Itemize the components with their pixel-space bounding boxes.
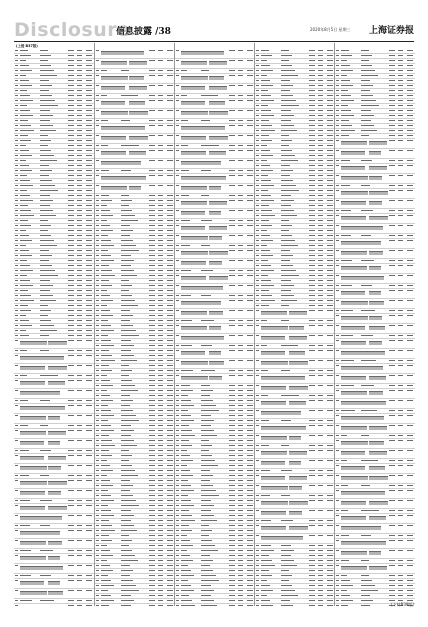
table-row bbox=[335, 499, 415, 509]
table-row bbox=[335, 224, 415, 234]
table-row bbox=[175, 309, 255, 319]
table-row bbox=[255, 434, 335, 444]
table-row bbox=[255, 509, 335, 519]
continued-marker: (下转B39版) bbox=[391, 602, 414, 607]
table-row bbox=[14, 504, 94, 514]
table-row bbox=[335, 264, 415, 274]
table-row bbox=[175, 334, 255, 344]
table-row bbox=[335, 164, 415, 174]
table-row bbox=[95, 159, 175, 169]
table-row bbox=[95, 84, 175, 94]
table-row bbox=[14, 404, 94, 414]
table-row bbox=[175, 149, 255, 159]
table-row bbox=[14, 414, 94, 424]
table-row bbox=[335, 289, 415, 299]
table-rows bbox=[255, 49, 335, 606]
table-rows bbox=[95, 49, 175, 606]
table-row bbox=[95, 124, 175, 134]
table-row bbox=[14, 564, 94, 574]
table-row bbox=[255, 524, 335, 534]
table-row bbox=[95, 59, 175, 69]
section-title: 信息披露 /38 bbox=[116, 27, 171, 37]
table-row bbox=[175, 59, 255, 69]
table-row bbox=[175, 134, 255, 144]
table-row bbox=[14, 479, 94, 489]
table-row bbox=[335, 414, 415, 424]
table-row bbox=[95, 604, 175, 606]
newspaper-name: 上海证券报 bbox=[368, 26, 414, 36]
table-row bbox=[335, 539, 415, 549]
table-row bbox=[175, 209, 255, 219]
table-row bbox=[175, 109, 255, 119]
table-row bbox=[95, 149, 175, 159]
table-row bbox=[335, 249, 415, 259]
table-row bbox=[175, 359, 255, 369]
disclosure-columns bbox=[14, 43, 414, 606]
table-row bbox=[14, 589, 94, 599]
table-row bbox=[335, 549, 415, 559]
table-row bbox=[95, 109, 175, 119]
column-4 bbox=[254, 43, 335, 606]
table-row bbox=[255, 484, 335, 494]
table-row bbox=[175, 324, 255, 334]
table-row bbox=[255, 374, 335, 384]
table-row bbox=[14, 539, 94, 549]
table-row bbox=[335, 364, 415, 374]
table-row bbox=[14, 464, 94, 474]
table-row bbox=[95, 174, 175, 184]
table-rows bbox=[175, 49, 255, 606]
logo: Disclosure bbox=[14, 19, 131, 41]
table-row bbox=[335, 514, 415, 524]
table-row bbox=[175, 249, 255, 259]
table-row bbox=[255, 334, 335, 344]
column-title: (上接 B37版) bbox=[16, 44, 38, 48]
table-row bbox=[335, 524, 415, 534]
table-row bbox=[175, 199, 255, 209]
table-row bbox=[255, 424, 335, 434]
table-row bbox=[175, 184, 255, 194]
table-row bbox=[255, 399, 335, 409]
table-row bbox=[95, 134, 175, 144]
table-row bbox=[255, 309, 335, 319]
table-row bbox=[14, 429, 94, 439]
table-row bbox=[335, 399, 415, 409]
table-row bbox=[335, 464, 415, 474]
table-row bbox=[335, 439, 415, 449]
table-row bbox=[335, 199, 415, 209]
table-row bbox=[255, 604, 335, 606]
table-row bbox=[175, 74, 255, 84]
table-row bbox=[255, 474, 335, 484]
table-row bbox=[14, 489, 94, 499]
column-3 bbox=[174, 43, 255, 606]
table-row bbox=[14, 514, 94, 524]
table-row bbox=[14, 379, 94, 389]
table-row bbox=[255, 534, 335, 544]
table-row bbox=[95, 49, 175, 59]
table-row bbox=[335, 139, 415, 149]
issue-date: 2020年8月5日 星期三 bbox=[310, 27, 351, 32]
table-row bbox=[14, 454, 94, 464]
table-rows bbox=[14, 49, 94, 606]
masthead bbox=[14, 20, 414, 40]
header-rule bbox=[14, 41, 414, 42]
table-row bbox=[14, 339, 94, 349]
table-row bbox=[14, 579, 94, 589]
table-row bbox=[335, 489, 415, 499]
table-row bbox=[335, 389, 415, 399]
column-5 bbox=[334, 43, 415, 606]
table-row bbox=[14, 354, 94, 364]
table-row bbox=[175, 234, 255, 244]
table-row bbox=[175, 49, 255, 59]
table-row bbox=[335, 564, 415, 574]
table-row bbox=[175, 174, 255, 184]
table-row bbox=[14, 389, 94, 399]
table-rows bbox=[335, 49, 415, 606]
table-row bbox=[95, 74, 175, 84]
table-row bbox=[335, 374, 415, 384]
table-row bbox=[175, 84, 255, 94]
table-row bbox=[255, 459, 335, 469]
table-row bbox=[175, 349, 255, 359]
table-row bbox=[14, 529, 94, 539]
column-2 bbox=[94, 43, 175, 606]
table-row bbox=[255, 349, 335, 359]
table-row bbox=[335, 449, 415, 459]
table-row bbox=[95, 184, 175, 194]
table-row bbox=[335, 349, 415, 359]
table-row bbox=[335, 324, 415, 334]
table-row bbox=[335, 314, 415, 324]
table-row bbox=[175, 124, 255, 134]
table-row bbox=[335, 424, 415, 434]
table-row bbox=[14, 439, 94, 449]
table-row bbox=[175, 374, 255, 384]
table-row bbox=[14, 604, 94, 606]
table-row bbox=[255, 324, 335, 334]
table-row bbox=[335, 474, 415, 484]
column-1 bbox=[14, 43, 94, 606]
table-row bbox=[14, 554, 94, 564]
table-row bbox=[335, 189, 415, 199]
table-row bbox=[175, 299, 255, 309]
table-row bbox=[255, 384, 335, 394]
table-row bbox=[335, 174, 415, 184]
table-row bbox=[335, 339, 415, 349]
table-row bbox=[14, 364, 94, 374]
table-row bbox=[175, 259, 255, 269]
table-row bbox=[175, 274, 255, 284]
table-row bbox=[335, 239, 415, 249]
table-row bbox=[255, 409, 335, 419]
table-row bbox=[95, 99, 175, 109]
table-row bbox=[255, 499, 335, 509]
table-row bbox=[175, 224, 255, 234]
table-row bbox=[335, 274, 415, 284]
table-row bbox=[175, 159, 255, 169]
table-row bbox=[335, 299, 415, 309]
table-row bbox=[335, 149, 415, 159]
table-row bbox=[255, 449, 335, 459]
table-row bbox=[255, 359, 335, 369]
table-row bbox=[175, 604, 255, 606]
table-row bbox=[335, 214, 415, 224]
table-row bbox=[175, 284, 255, 294]
table-row bbox=[175, 99, 255, 109]
